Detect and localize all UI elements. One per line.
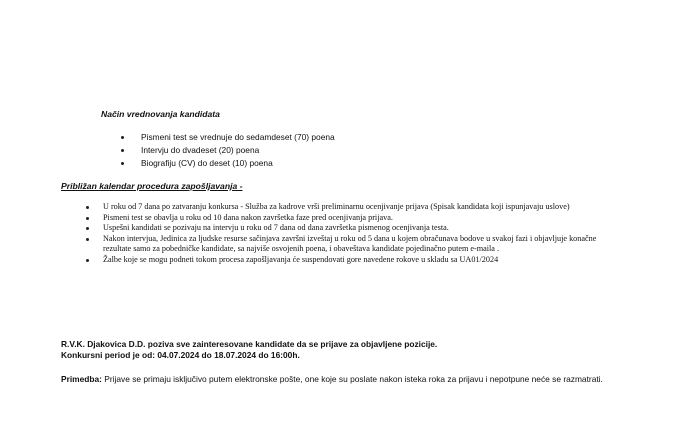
invitation-text: R.V.K. Djakovica D.D. poziva sve zainteresovane kandidate da se prijave za objavljene pozicije. — [61, 339, 438, 349]
note-paragraph — [61, 374, 603, 384]
list-item: Intervju do dvadeset (20) poena — [119, 144, 335, 157]
note-label: Primedba: — [61, 374, 102, 384]
evaluation-list — [119, 131, 335, 170]
list-item: Pismeni test se vrednuje do sedamdeset (70) poena — [119, 131, 335, 144]
list-item: Uspešni kandidati se pozivaju na intervju u roku od 7 dana od dana završetka pismenog ocenjivanja testa. — [83, 223, 607, 234]
calendar-list — [83, 202, 607, 266]
application-period: Konkursni period je od: 04.07.2024 do 18.07.2024 do 16:00h. — [61, 350, 300, 360]
calendar-heading: Približan kalendar procedura zapošljavanja - — [61, 181, 243, 191]
list-item: Biografiju (CV) do deset (10) poena — [119, 157, 335, 170]
list-item: Pismeni test se obavlja u roku od 10 dana nakon završetka faze pred ocenjivanja prijava. — [83, 213, 607, 224]
list-item: Žalbe koje se mogu podneti tokom procesa zapošljavanja će suspendovati gore navedene rokove u skladu sa UA01/2024 — [83, 255, 607, 266]
evaluation-heading: Način vrednovanja kandidata — [101, 109, 220, 119]
note-text: Prijave se primaju isključivo putem elektronske pošte, one koje su poslate nakon isteka roka za prijavu i nepotpune neće se razmatrati. — [101, 374, 603, 384]
list-item: U roku od 7 dana po zatvaranju konkursa - Služba za kadrove vrši preliminarnu ocenjivanje prijava (Spisak kandidata koji ispunjavaju uslove) — [83, 202, 607, 213]
list-item: Nakon intervjua, Jedinica za ljudske resurse sačinjava završni izveštaj u roku od 5 dana u kojem obračunava bodove u svakoj fazi i objavljuje konačne rezultate samo za pobedničke kandidate, sa najviše osvojenih poena, i obaveštava kandidate pojedinačno putem e-maila . — [83, 234, 607, 255]
